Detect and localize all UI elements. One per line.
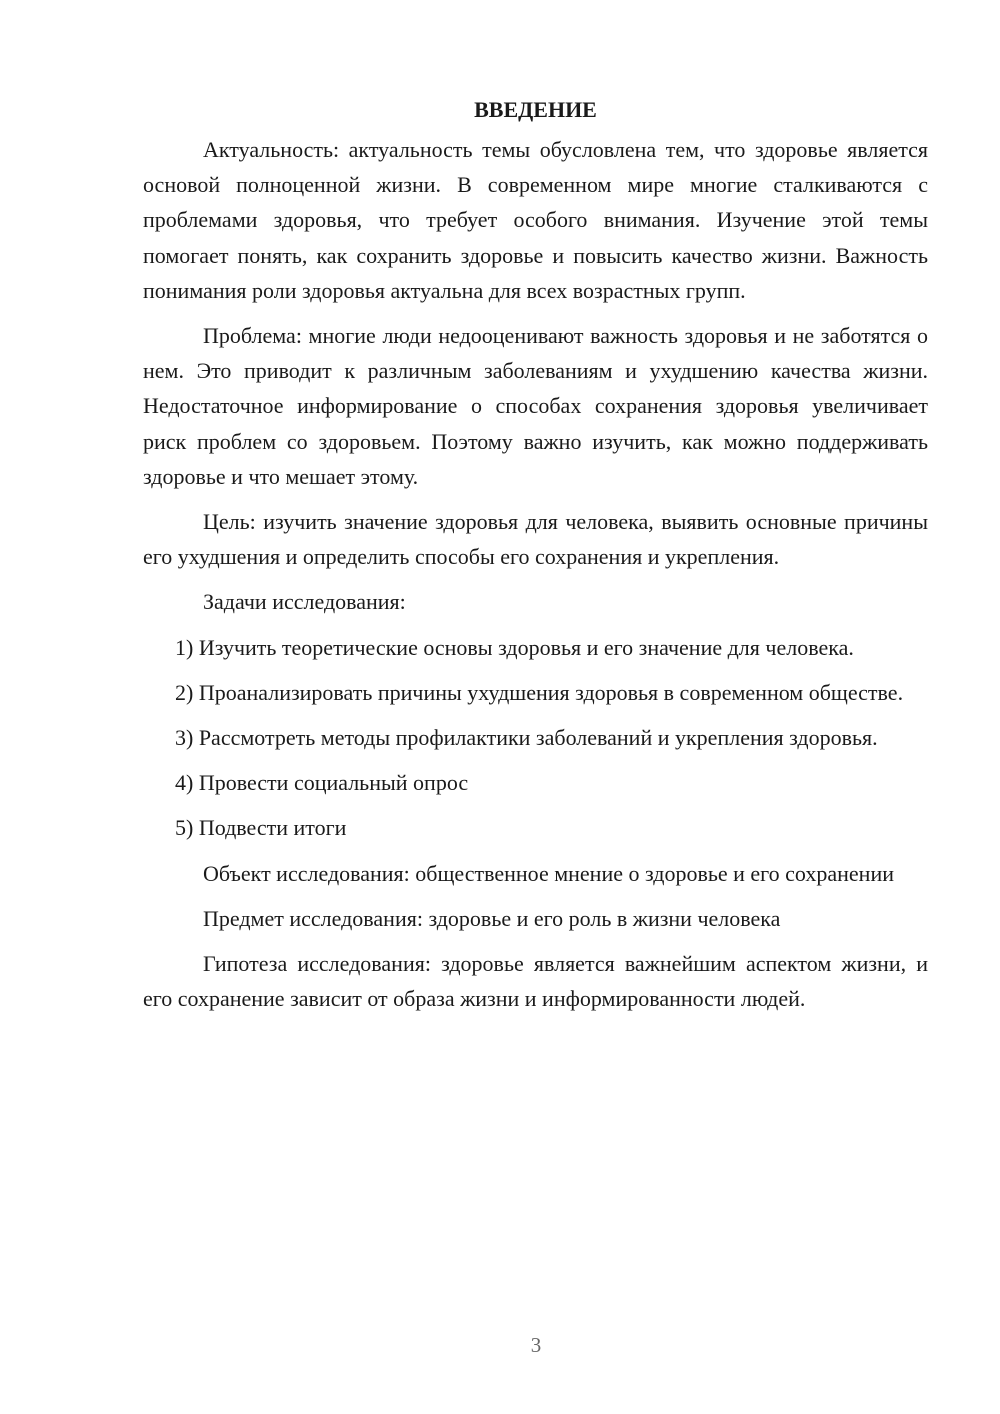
research-object-paragraph: Объект исследования: общественное мнение о здоровье и его сохранении xyxy=(203,860,895,886)
task-item-3: 3) Рассмотреть методы профилактики заболеваний и укрепления здоровья. xyxy=(175,725,878,751)
problem-paragraph: Проблема: многие люди недооценивают важность здоровья и не заботятся о нем. Это приводит к различным заболеваниям и ухудшению качества жизни. Недостаточное информирование о способах сохранения здоровья увеличивает риск проблем со здоровьем. Поэтому важно изучить, как можно поддерживать здоровье и что мешает этому. xyxy=(143,323,928,489)
task-item-2: 2) Проанализировать причины ухудшения здоровья в современном обществе. xyxy=(175,679,904,705)
goal-paragraph: Цель: изучить значение здоровья для человека, выявить основные причины его ухудшения и определить способы его сохранения и укрепления. xyxy=(143,509,928,570)
page-number: 3 xyxy=(530,1333,542,1357)
hypothesis-paragraph: Гипотеза исследования: здоровье является важнейшим аспектом жизни, и его сохранение зависит от образа жизни и информированности людей. xyxy=(143,951,928,1012)
task-item-5: 5) Подвести итоги xyxy=(175,815,347,841)
tasks-heading: Задачи исследования: xyxy=(203,589,406,615)
page-title: ВВЕДЕНИЕ xyxy=(474,97,597,122)
relevance-paragraph: Актуальность: актуальность темы обусловлена тем, что здоровье является основой полноценной жизни. В современном мире многие сталкиваются с проблемами здоровья, что требует особого внимания. Изучение этой темы помогает понять, как сохранить здоровье и повысить качество жизни. Важность понимания роли здоровья актуальна для всех возрастных групп. xyxy=(143,137,928,303)
task-item-4: 4) Провести социальный опрос xyxy=(175,770,469,796)
document-page xyxy=(143,92,928,1026)
task-item-1: 1) Изучить теоретические основы здоровья и его значение для человека. xyxy=(175,634,854,660)
research-subject-paragraph: Предмет исследования: здоровье и его роль в жизни человека xyxy=(203,905,781,931)
